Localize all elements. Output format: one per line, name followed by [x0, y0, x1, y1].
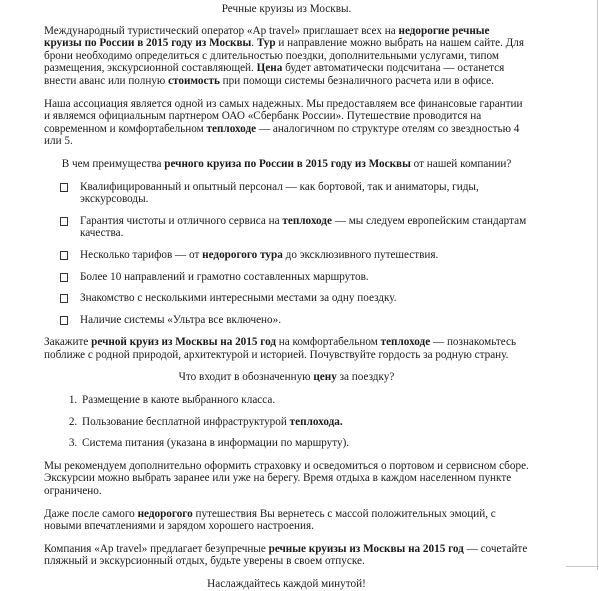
advantages-list: [44, 181, 529, 327]
order-paragraph: Закажите речной круиз из Москвы на 2015 год на комфортабельном теплоходе — познакомьтесь поближе с родной природой, архитектурой и историей. Почувствуйте гордость за родную страну.: [44, 336, 517, 361]
list-item: Квалифицированный и опытный персонал — как бортовой, так и аниматоры, гиды, экскурсоводы.: [60, 181, 529, 206]
checkbox-bullet-icon: [60, 316, 68, 325]
closing-line: Наслаждайтесь каждой минутой!: [207, 578, 366, 590]
right-border-divider: [597, 0, 598, 570]
list-item: Гарантия чистоты и отличного сервиса на теплоходе — мы следуем европейским стандартам качества.: [60, 215, 529, 240]
bottom-border-divider: [566, 566, 599, 567]
list-item: 1. Размещение в каюте выбранного класса.: [80, 394, 529, 407]
advantages-heading: В чем преимущества речного круиза по России в 2015 году из Москвы от нашей компании?: [61, 157, 512, 170]
included-list: [44, 394, 529, 450]
list-item: 2. Пользование бесплатной инфраструктурой теплохода.: [80, 416, 529, 429]
page-title: Речные круизы из Москвы.: [221, 3, 352, 15]
list-item: Несколько тарифов — от недорогого тура до эксклюзивного путешествия.: [60, 249, 529, 262]
intro-paragraph: Международный туристический оператор «Ap travel» приглашает всех на недорогие речные круизы по России в 2015 году из Москвы. Тур и направление можно выбрать на нашем сайте. Для брони необходимо определиться с длительностью поездки, дополнительными услугами, типом размещения, экскурсионной составляющей. Цена будет автоматически подсчитана — останется внести аванс или полную стоимость при помощи системы безналичного расчета или в офисе.: [44, 24, 525, 87]
list-item: Более 10 направлений и грамотно составленных маршрутов.: [60, 271, 529, 284]
list-item: 3. Система питания (указана в информации по маршруту).: [80, 437, 529, 450]
list-item: Знакомство с несколькими интересными местами за одну поездку.: [60, 292, 529, 305]
included-heading: Что входит в обозначенную цену за поездку?: [178, 371, 395, 384]
list-item: Наличие системы «Ультра все включено».: [60, 314, 529, 327]
checkbox-bullet-icon: [60, 294, 68, 303]
offer-paragraph: Компания «Ap travel» предлагает безупречные речные круизы из Москвы на 2015 год — сочетайте пляжный и экскурсионный отдых, будьте уверены в своем отпуске.: [44, 542, 528, 568]
checkbox-bullet-icon: [60, 183, 68, 192]
checkbox-bullet-icon: [60, 251, 68, 260]
association-paragraph: Наша ассоциация является одной из самых надежных. Мы предоставляем все финансовые гарантии и являемся официальным партнером ОАО «Сбербанк России». Путешествие проводится на современном и комфортабельном теплоходе — аналогичном по структуре отелям со звездностью 4 или 5.: [44, 97, 523, 148]
checkbox-bullet-icon: [60, 273, 68, 282]
insurance-paragraph: Мы рекомендуем дополнительно оформить страховку и осведомиться о портовом и сервисном сборе. Экскурсии можно выбрать заранее или уже на берегу. Время отдыха в каждом населенном пункте ограничено.: [44, 459, 529, 498]
emotions-paragraph: Даже после самого недорогого путешествия Вы вернетесь с массой положительных эмоций, с новыми впечатлениями и зарядом хорошего настроения.: [44, 507, 496, 533]
checkbox-bullet-icon: [60, 217, 68, 226]
article: [44, 0, 529, 590]
